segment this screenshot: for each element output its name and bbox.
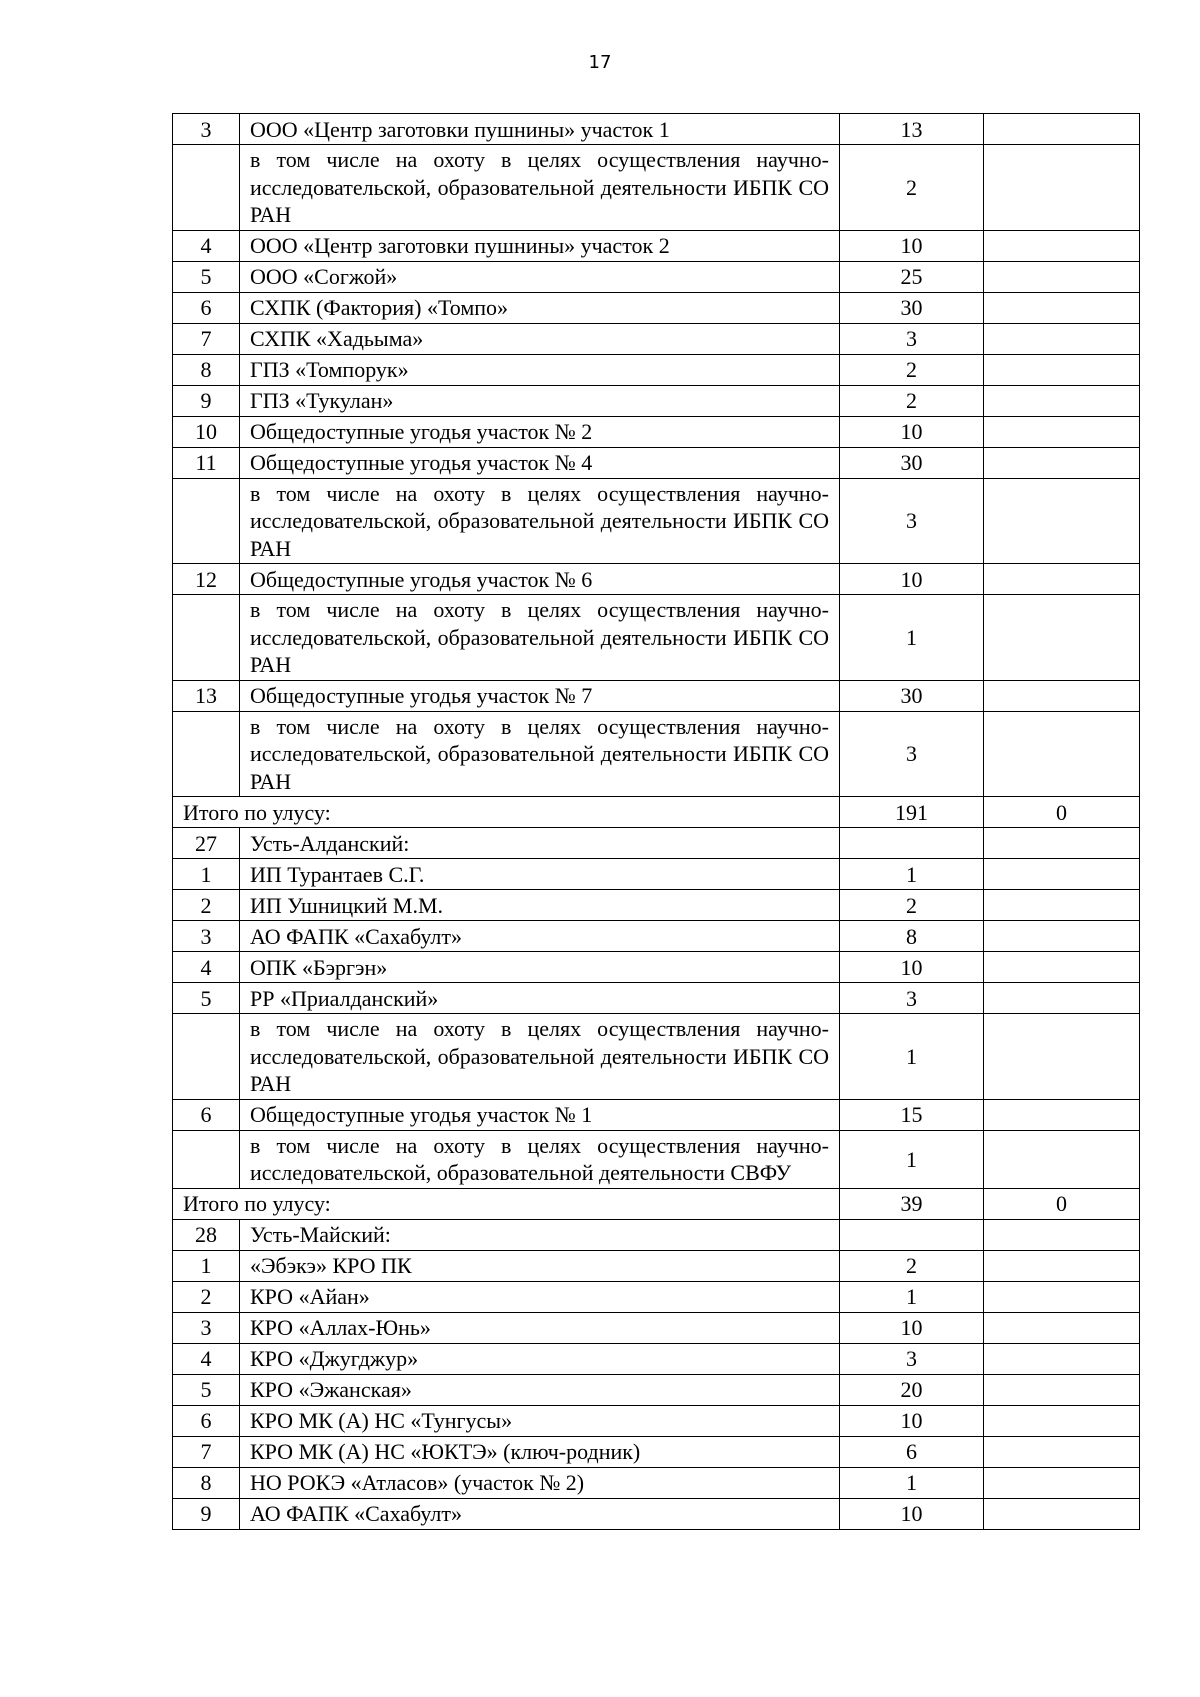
quantity-cell: 10: [840, 952, 984, 983]
extra-cell: [984, 564, 1140, 595]
extra-cell: [984, 1312, 1140, 1343]
hunting-quota-table: [172, 113, 1140, 1530]
quantity-cell: 30: [840, 447, 984, 478]
quantity-cell: 2: [840, 1250, 984, 1281]
name-cell: КРО «Эжанская»: [240, 1374, 840, 1405]
extra-cell: [984, 1130, 1140, 1188]
extra-cell: [984, 1250, 1140, 1281]
table-row: [173, 680, 1140, 711]
name-cell: ГПЗ «Томпорук»: [240, 354, 840, 385]
table-row: [173, 952, 1140, 983]
name-cell: РР «Приалданский»: [240, 983, 840, 1014]
row-number-cell: 4: [173, 1343, 240, 1374]
extra-cell: [984, 711, 1140, 797]
extra-cell: [984, 230, 1140, 261]
name-cell: Общедоступные угодья участок № 4: [240, 447, 840, 478]
table-row: [173, 1343, 1140, 1374]
extra-cell: [984, 261, 1140, 292]
extra-cell: [984, 1099, 1140, 1130]
quantity-cell: 20: [840, 1374, 984, 1405]
quantity-cell: 10: [840, 416, 984, 447]
table-row: [173, 447, 1140, 478]
extra-cell: [984, 292, 1140, 323]
table-subrow: [173, 1130, 1140, 1188]
row-number-cell: [173, 145, 240, 231]
quantity-cell: 25: [840, 261, 984, 292]
row-number-cell: 4: [173, 230, 240, 261]
quantity-cell: 13: [840, 114, 984, 145]
quantity-cell: 2: [840, 145, 984, 231]
table-row: [173, 1281, 1140, 1312]
table-row: [173, 828, 1140, 859]
quantity-cell: 1: [840, 1467, 984, 1498]
extra-cell: 0: [984, 1188, 1140, 1219]
row-number-cell: 4: [173, 952, 240, 983]
quantity-cell: 1: [840, 859, 984, 890]
total-label: Итого по улусу:: [173, 797, 840, 828]
quantity-cell: 2: [840, 890, 984, 921]
extra-cell: [984, 1219, 1140, 1250]
row-number-cell: 8: [173, 1467, 240, 1498]
extra-cell: [984, 354, 1140, 385]
name-cell: в том числе на охоту в целях осуществления научно-исследовательской, образовательной деятельности ИБПК СО РАН: [240, 711, 840, 797]
row-number-cell: [173, 711, 240, 797]
table-row: [173, 261, 1140, 292]
name-cell: КРО МК (А) НС «Тунгусы»: [240, 1405, 840, 1436]
table-subrow: [173, 711, 1140, 797]
extra-cell: [984, 859, 1140, 890]
row-number-cell: 6: [173, 292, 240, 323]
name-cell: Усть-Майский:: [240, 1219, 840, 1250]
extra-cell: [984, 416, 1140, 447]
name-cell: АО ФАПК «Сахабулт»: [240, 1498, 840, 1529]
extra-cell: [984, 921, 1140, 952]
table-row: [173, 230, 1140, 261]
extra-cell: [984, 1436, 1140, 1467]
name-cell: ООО «Центр заготовки пушнины» участок 2: [240, 230, 840, 261]
extra-cell: [984, 323, 1140, 354]
table-row: [173, 564, 1140, 595]
extra-cell: [984, 478, 1140, 564]
row-number-cell: 2: [173, 890, 240, 921]
table-row: [173, 385, 1140, 416]
row-number-cell: 11: [173, 447, 240, 478]
name-cell: в том числе на охоту в целях осуществления научно-исследовательской, образовательной деятельности ИБПК СО РАН: [240, 1014, 840, 1100]
name-cell: ОПК «Бэргэн»: [240, 952, 840, 983]
row-number-cell: 3: [173, 114, 240, 145]
name-cell: в том числе на охоту в целях осуществления научно-исследовательской, образовательной деятельности ИБПК СО РАН: [240, 478, 840, 564]
extra-cell: [984, 952, 1140, 983]
quantity-cell: 3: [840, 983, 984, 1014]
row-number-cell: 3: [173, 921, 240, 952]
name-cell: НО РОКЭ «Атласов» (участок № 2): [240, 1467, 840, 1498]
table-subrow: [173, 145, 1140, 231]
quantity-cell: [840, 1219, 984, 1250]
row-number-cell: [173, 1130, 240, 1188]
row-number-cell: 28: [173, 1219, 240, 1250]
row-number-cell: [173, 595, 240, 681]
table-row: [173, 1405, 1140, 1436]
total-row: [173, 1188, 1140, 1219]
row-number-cell: 13: [173, 680, 240, 711]
name-cell: ГПЗ «Тукулан»: [240, 385, 840, 416]
name-cell: в том числе на охоту в целях осуществления научно-исследовательской, образовательной деятельности ИБПК СО РАН: [240, 145, 840, 231]
table-row: [173, 1250, 1140, 1281]
extra-cell: [984, 983, 1140, 1014]
row-number-cell: 8: [173, 354, 240, 385]
extra-cell: [984, 828, 1140, 859]
quantity-cell: 1: [840, 1130, 984, 1188]
quantity-cell: 10: [840, 1312, 984, 1343]
row-number-cell: [173, 478, 240, 564]
row-number-cell: 12: [173, 564, 240, 595]
extra-cell: [984, 1405, 1140, 1436]
table-row: [173, 416, 1140, 447]
table-row: [173, 114, 1140, 145]
name-cell: АО ФАПК «Сахабулт»: [240, 921, 840, 952]
quantity-cell: 10: [840, 1498, 984, 1529]
extra-cell: [984, 1374, 1140, 1405]
extra-cell: [984, 1281, 1140, 1312]
quantity-cell: [840, 828, 984, 859]
table-row: [173, 1312, 1140, 1343]
name-cell: КРО МК (А) НС «ЮКТЭ» (ключ-родник): [240, 1436, 840, 1467]
table-row: [173, 1498, 1140, 1529]
quantity-cell: 6: [840, 1436, 984, 1467]
name-cell: Общедоступные угодья участок № 6: [240, 564, 840, 595]
quantity-cell: 15: [840, 1099, 984, 1130]
extra-cell: 0: [984, 797, 1140, 828]
extra-cell: [984, 1467, 1140, 1498]
name-cell: КРО «Аллах-Юнь»: [240, 1312, 840, 1343]
row-number-cell: [173, 1014, 240, 1100]
table-subrow: [173, 595, 1140, 681]
table-row: [173, 1219, 1140, 1250]
row-number-cell: 6: [173, 1099, 240, 1130]
name-cell: в том числе на охоту в целях осуществления научно-исследовательской, образовательной деятельности ИБПК СО РАН: [240, 595, 840, 681]
quantity-cell: 30: [840, 292, 984, 323]
table-subrow: [173, 478, 1140, 564]
name-cell: ООО «Согжой»: [240, 261, 840, 292]
total-label: Итого по улусу:: [173, 1188, 840, 1219]
name-cell: ИП Ушницкий М.М.: [240, 890, 840, 921]
extra-cell: [984, 385, 1140, 416]
quantity-cell: 3: [840, 1343, 984, 1374]
row-number-cell: 9: [173, 385, 240, 416]
name-cell: Усть-Алданский:: [240, 828, 840, 859]
quantity-cell: 1: [840, 595, 984, 681]
table-row: [173, 323, 1140, 354]
table-row: [173, 983, 1140, 1014]
row-number-cell: 2: [173, 1281, 240, 1312]
name-cell: Общедоступные угодья участок № 1: [240, 1099, 840, 1130]
quantity-cell: 3: [840, 478, 984, 564]
table-row: [173, 921, 1140, 952]
quantity-cell: 30: [840, 680, 984, 711]
row-number-cell: 27: [173, 828, 240, 859]
name-cell: ИП Турантаев С.Г.: [240, 859, 840, 890]
name-cell: в том числе на охоту в целях осуществления научно-исследовательской, образовательной деятельности СВФУ: [240, 1130, 840, 1188]
row-number-cell: 7: [173, 323, 240, 354]
quantity-cell: 10: [840, 1405, 984, 1436]
extra-cell: [984, 890, 1140, 921]
extra-cell: [984, 1014, 1140, 1100]
table-subrow: [173, 1014, 1140, 1100]
page-number: 17: [588, 52, 612, 73]
row-number-cell: 5: [173, 983, 240, 1014]
table-row: [173, 1467, 1140, 1498]
table-row: [173, 354, 1140, 385]
name-cell: КРО «Джугджур»: [240, 1343, 840, 1374]
name-cell: ООО «Центр заготовки пушнины» участок 1: [240, 114, 840, 145]
row-number-cell: 6: [173, 1405, 240, 1436]
row-number-cell: 5: [173, 261, 240, 292]
table-row: [173, 292, 1140, 323]
row-number-cell: 1: [173, 859, 240, 890]
quantity-cell: 2: [840, 354, 984, 385]
quantity-cell: 1: [840, 1281, 984, 1312]
total-row: [173, 797, 1140, 828]
extra-cell: [984, 1343, 1140, 1374]
row-number-cell: 7: [173, 1436, 240, 1467]
quantity-cell: 3: [840, 711, 984, 797]
name-cell: СХПК (Фактория) «Томпо»: [240, 292, 840, 323]
name-cell: КРО «Айан»: [240, 1281, 840, 1312]
quantity-cell: 10: [840, 564, 984, 595]
table-body: [173, 114, 1140, 1530]
table-row: [173, 1099, 1140, 1130]
name-cell: СХПК «Хадьыма»: [240, 323, 840, 354]
quantity-cell: 39: [840, 1188, 984, 1219]
table-row: [173, 890, 1140, 921]
row-number-cell: 3: [173, 1312, 240, 1343]
quantity-cell: 3: [840, 323, 984, 354]
quantity-cell: 8: [840, 921, 984, 952]
quantity-cell: 10: [840, 230, 984, 261]
extra-cell: [984, 114, 1140, 145]
table-row: [173, 1374, 1140, 1405]
quantity-cell: 1: [840, 1014, 984, 1100]
extra-cell: [984, 680, 1140, 711]
row-number-cell: 10: [173, 416, 240, 447]
quantity-cell: 191: [840, 797, 984, 828]
extra-cell: [984, 595, 1140, 681]
name-cell: Общедоступные угодья участок № 2: [240, 416, 840, 447]
row-number-cell: 1: [173, 1250, 240, 1281]
extra-cell: [984, 1498, 1140, 1529]
name-cell: Общедоступные угодья участок № 7: [240, 680, 840, 711]
extra-cell: [984, 447, 1140, 478]
row-number-cell: 5: [173, 1374, 240, 1405]
quantity-cell: 2: [840, 385, 984, 416]
name-cell: «Эбэкэ» КРО ПК: [240, 1250, 840, 1281]
table-row: [173, 1436, 1140, 1467]
extra-cell: [984, 145, 1140, 231]
row-number-cell: 9: [173, 1498, 240, 1529]
table-row: [173, 859, 1140, 890]
